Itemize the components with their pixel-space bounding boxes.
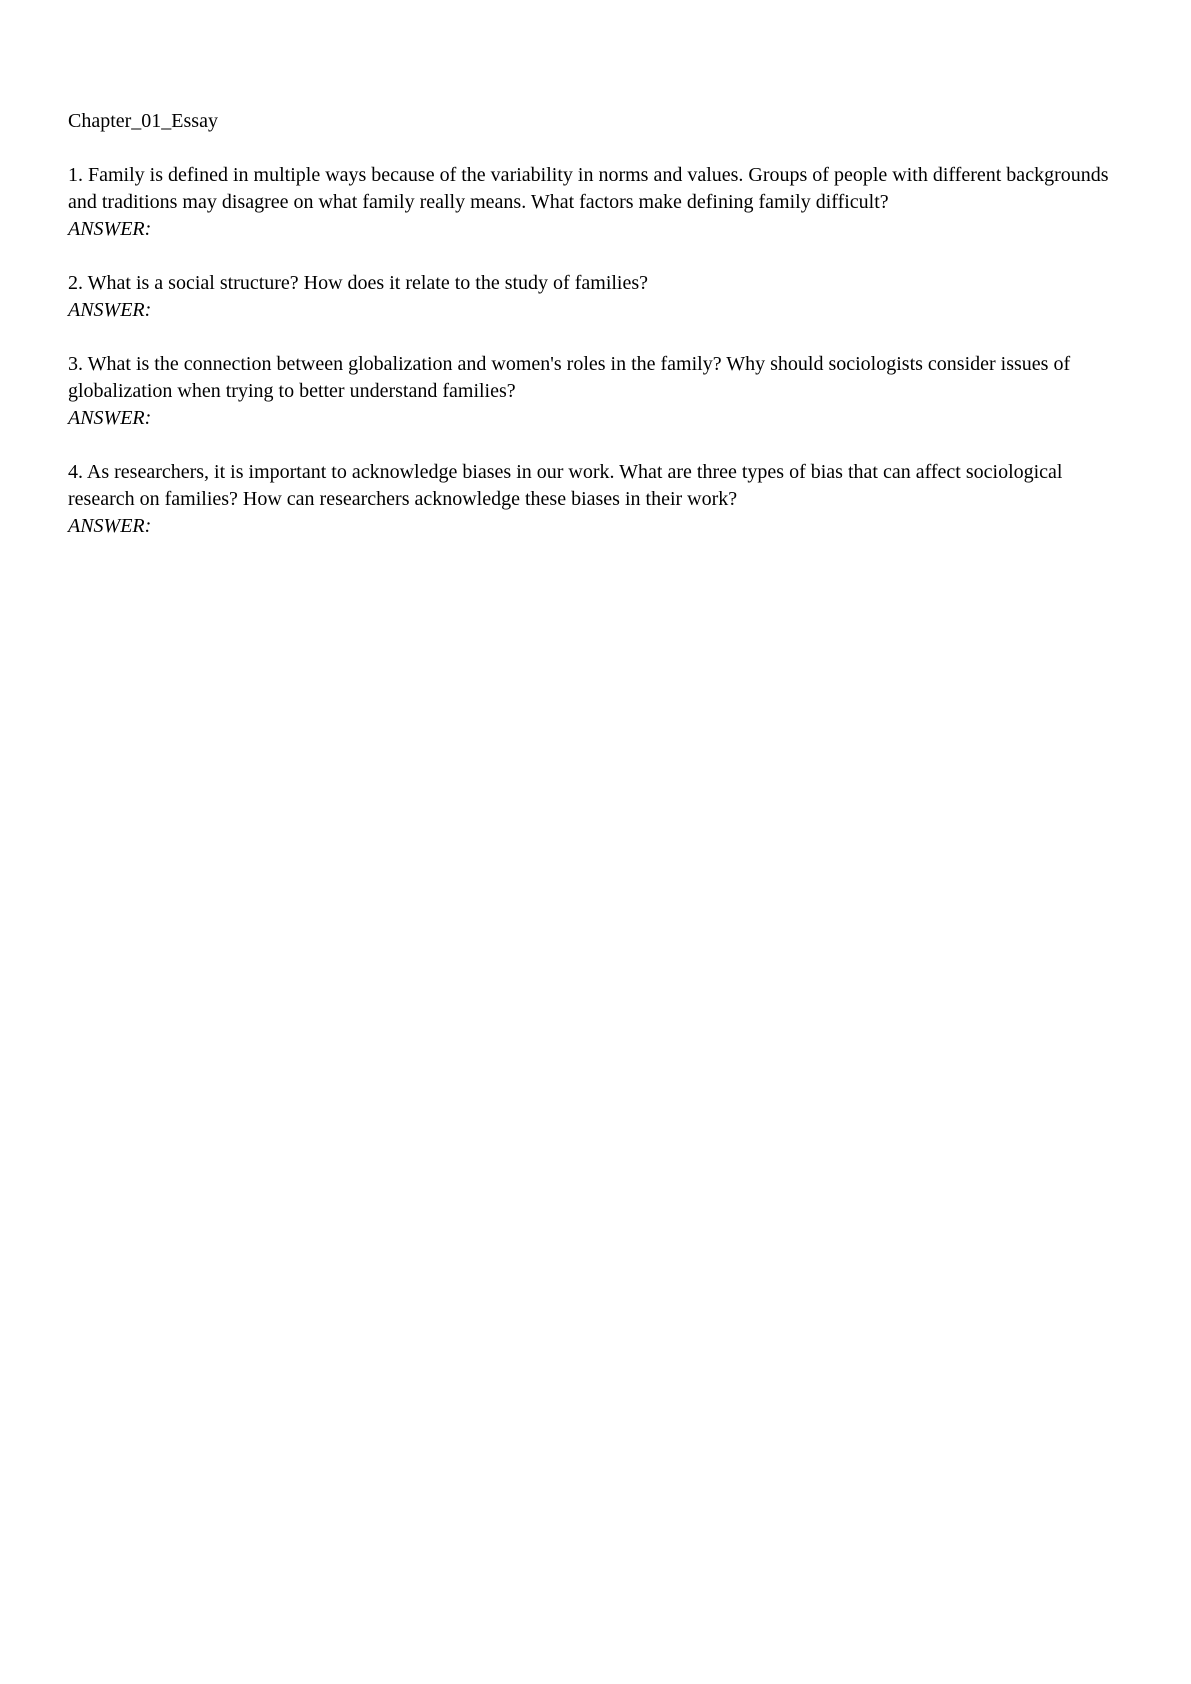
answer-row — [68, 405, 1125, 432]
question-text: 3. What is the connection between globalization and women's roles in the family? Why should sociologists consider issues of globalization when trying to better understand families? — [68, 353, 1071, 402]
question-block — [68, 270, 1125, 324]
question-block — [68, 162, 1125, 243]
answer-row — [68, 513, 1125, 540]
question-text: 2. What is a social structure? How does it relate to the study of families? — [68, 272, 649, 294]
answer-label: ANSWER: — [68, 515, 152, 537]
question-list — [68, 162, 1125, 540]
chapter-label: Chapter_01_Essay — [68, 110, 218, 132]
answer-label: ANSWER: — [68, 299, 152, 321]
question-text: 4. As researchers, it is important to acknowledge biases in our work. What are three types of bias that can affect sociological research on families? How can researchers acknowledge these biases in their work? — [68, 461, 1063, 510]
answer-row — [68, 216, 1125, 243]
question-block — [68, 351, 1125, 432]
question-text: 1. Family is defined in multiple ways because of the variability in norms and values. Groups of people with different backgrounds and traditions may disagree on what family really means. What factors make defining family difficult? — [68, 164, 1109, 213]
question-block — [68, 459, 1125, 540]
answer-label: ANSWER: — [68, 407, 152, 429]
answer-label: ANSWER: — [68, 218, 152, 240]
answer-row — [68, 297, 1125, 324]
